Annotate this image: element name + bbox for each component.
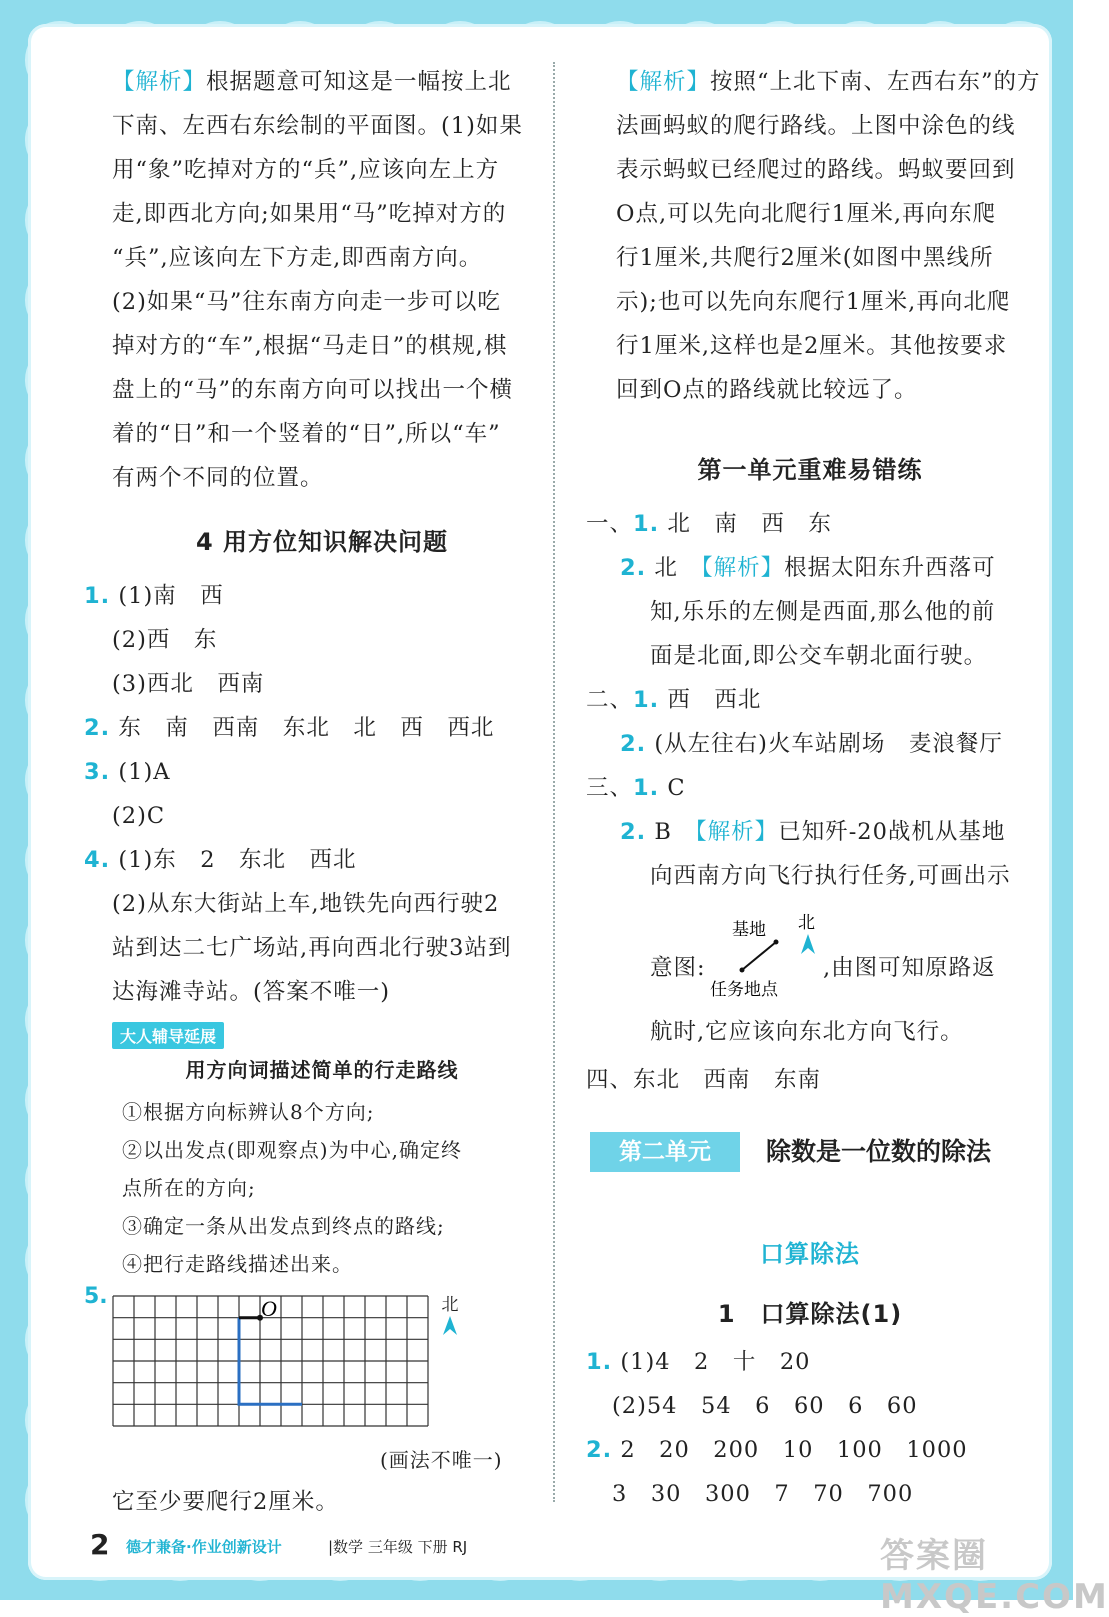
q4-line: (2)从东大街站上车,地铁先向西行驶2	[112, 891, 500, 917]
s1-q2	[586, 546, 1036, 590]
question-number: 2.	[620, 731, 647, 757]
analysis-label: 【解析】	[112, 69, 207, 95]
s2-q1	[586, 678, 1036, 722]
analysis-text: 根据题意可知这是一幅按上北	[206, 69, 512, 95]
s4-answer	[586, 1058, 821, 1102]
l1-line: (2)54 54 6 60 6 60	[612, 1393, 918, 1419]
q4-line: 达海滩寺站。(答案不唯一)	[112, 979, 391, 1005]
l1-line	[586, 1340, 1036, 1384]
diagram-prefix: 意图:	[650, 955, 706, 981]
base-point	[774, 940, 779, 945]
question-number: 5.	[84, 1284, 108, 1309]
unit2-header	[590, 1132, 1010, 1172]
q3-line	[84, 750, 532, 794]
answer-text: (1)南 西	[118, 583, 224, 609]
subject-info: |数学 三年级 下册 RJ	[328, 1538, 468, 1556]
section-label: 四、	[586, 1067, 634, 1093]
tip-box	[112, 1022, 532, 1283]
origin-label: O	[261, 1296, 277, 1321]
analysis-line: 回到O点的路线就比较远了。	[616, 377, 918, 403]
analysis-label: 【解析】	[695, 819, 779, 845]
q5-grid-figure	[108, 1276, 448, 1431]
analysis-line: 走,即西北方向;如果用“马”吃掉对方的	[112, 201, 507, 227]
question-number: 1.	[633, 775, 660, 801]
answer-text: 东 南 西南 东北 北 西 西北	[118, 715, 495, 741]
question-number: 2.	[620, 555, 647, 581]
answer-text: B	[654, 819, 672, 845]
flight-line	[742, 942, 776, 970]
analysis-line: 示);也可以先向东爬行1厘米,再向北爬	[616, 289, 1011, 315]
q2-line	[84, 706, 532, 750]
q4-line: 站到达二七广场站,再向西北行驶3站到	[112, 935, 512, 961]
review-answers	[586, 502, 1036, 898]
analysis-text: 根据太阳东升西落可	[784, 555, 996, 581]
analysis-line: 表示蚂蚁已经爬过的路线。蚂蚁要回到	[616, 157, 1016, 183]
question-number: 1.	[84, 583, 111, 609]
analysis-line: 掉对方的“车”,根据“马走日”的棋规,棋	[112, 333, 508, 359]
review-title: 第一单元重难易错练	[697, 456, 923, 484]
analysis-line: 盘上的“马”的东南方向可以找出一个横	[112, 377, 514, 403]
question-number: 3.	[84, 759, 111, 785]
analysis-text: 按照“上北下南、左西右东”的方	[710, 69, 1041, 95]
s3-q2	[586, 810, 1036, 854]
analysis-line: 行1厘米,这样也是2厘米。其他按要求	[616, 333, 1008, 359]
section-label: 一、	[586, 511, 634, 537]
q3-line: (2)C	[112, 803, 166, 829]
tip-tag: 大人辅导延展	[112, 1022, 224, 1049]
q5-number-wrap	[84, 1284, 108, 1309]
tip-line: 点所在的方向;	[122, 1176, 256, 1200]
watermark: 答案圈 MXQE.COM	[880, 1536, 1109, 1617]
answer-text: (1)4 2 十 20	[620, 1349, 811, 1375]
s2-q2	[586, 722, 1036, 766]
analysis-line: 用“象”吃掉对方的“兵”,应该向左上方	[112, 157, 500, 183]
tip-line: ③确定一条从出发点到终点的路线;	[122, 1214, 445, 1238]
s3-q2-last-line: 航时,它应该向东北方向飞行。	[650, 1019, 964, 1045]
target-point	[740, 968, 745, 973]
tip-line: ②以出发点(即观察点)为中心,确定终	[122, 1138, 462, 1162]
answer-text: 北	[654, 555, 678, 581]
left-column	[84, 60, 532, 1283]
q1-line: (2)西 东	[112, 627, 218, 653]
question-number: 2.	[620, 819, 647, 845]
lesson1-title: 1 口算除法(1)	[717, 1300, 903, 1328]
tip-line: ①根据方向标辨认8个方向;	[122, 1100, 375, 1124]
unit2-title: 除数是一位数的除法	[766, 1137, 992, 1166]
north-arrow-icon	[801, 934, 815, 954]
analysis-line: 有两个不同的位置。	[112, 465, 324, 491]
question-number: 4.	[84, 847, 111, 873]
analysis-line: O点,可以先向北爬行1厘米,再向东爬	[616, 201, 997, 227]
answer-text: 东北 西南 东南	[633, 1067, 822, 1093]
analysis-line: 法画蚂蚁的爬行路线。上图中涂色的线	[616, 113, 1016, 139]
q4-line	[84, 838, 532, 882]
analysis-line: “兵”,应该向左下方走,即西南方向。	[112, 245, 483, 271]
answer-text: 北 南 西 东	[667, 511, 832, 537]
s1-q2-line: 知,乐乐的左侧是西面,那么他的前	[650, 599, 996, 625]
q1-line	[84, 574, 532, 618]
q1-line: (3)西北 西南	[112, 671, 265, 697]
question-number: 1.	[633, 687, 660, 713]
analysis-line: 下南、左西右东绘制的平面图。(1)如果	[112, 113, 523, 139]
section-label: 三、	[586, 775, 634, 801]
analysis-line: 着的“日”和一个竖着的“日”,所以“车”	[112, 421, 501, 447]
l2-line: 3 30 300 7 70 700	[612, 1481, 914, 1507]
question-number: 1.	[586, 1349, 613, 1375]
l2-line	[586, 1428, 1036, 1472]
right-column	[616, 60, 1046, 412]
diagram-target-label: 任务地点	[710, 980, 778, 1000]
analysis-line: 行1厘米,共爬行2厘米(如图中黑线所	[616, 245, 994, 271]
question-number: 1.	[633, 511, 660, 537]
analysis-label: 【解析】	[616, 69, 711, 95]
column-divider	[553, 62, 555, 1502]
answer-text: 西 西北	[667, 687, 762, 713]
section-label: 二、	[586, 687, 634, 713]
question-number: 2.	[84, 715, 111, 741]
answer-text: 2 20 200 10 100 1000	[620, 1437, 968, 1463]
q5-note: (画法不唯一)	[380, 1448, 503, 1472]
brand-name: 德才兼备·作业创新设计	[126, 1538, 282, 1556]
north-label: 北	[441, 1295, 459, 1315]
lesson1-answers	[586, 1340, 1036, 1516]
diagram-suffix: ,由图可知原路返	[823, 955, 996, 981]
answer-text: (1)A	[118, 759, 171, 785]
analysis-label: 【解析】	[701, 555, 785, 581]
answer-text: (从左往右)火车站剧场 麦浪餐厅	[654, 731, 1003, 757]
q5-answer: 它至少要爬行2厘米。	[112, 1489, 339, 1515]
north-arrow-icon	[441, 1315, 459, 1337]
question-number: 2.	[586, 1437, 613, 1463]
section-title: 4 用方位知识解决问题	[195, 528, 449, 556]
answer-text: (1)东 2 东北 西北	[118, 847, 357, 873]
s3-q2-line: 向西南方向飞行执行任务,可画出示	[650, 863, 1011, 889]
analysis-text: 已知歼-20战机从基地	[778, 819, 1006, 845]
direction-diagram	[700, 910, 830, 1020]
s3-q1	[586, 766, 1036, 810]
page-number: 2	[90, 1528, 110, 1561]
oral-division-heading: 口算除法	[760, 1240, 860, 1268]
tip-line: ④把行走路线描述出来。	[122, 1252, 353, 1276]
diagram-base-label: 基地	[732, 920, 766, 940]
diagram-north-label: 北	[798, 913, 815, 933]
analysis-line-1	[112, 60, 532, 104]
s1-q1	[586, 502, 1036, 546]
north-indicator	[441, 1290, 459, 1342]
unit2-tag: 第二单元	[590, 1132, 740, 1172]
tip-title: 用方向词描述简单的行走路线	[185, 1058, 459, 1082]
analysis-line: (2)如果“马”往东南方向走一步可以吃	[112, 289, 501, 315]
analysis-line-1	[616, 60, 1046, 104]
s1-q2-line: 面是北面,即公交车朝北面行驶。	[650, 643, 988, 669]
answer-text: C	[667, 775, 686, 801]
